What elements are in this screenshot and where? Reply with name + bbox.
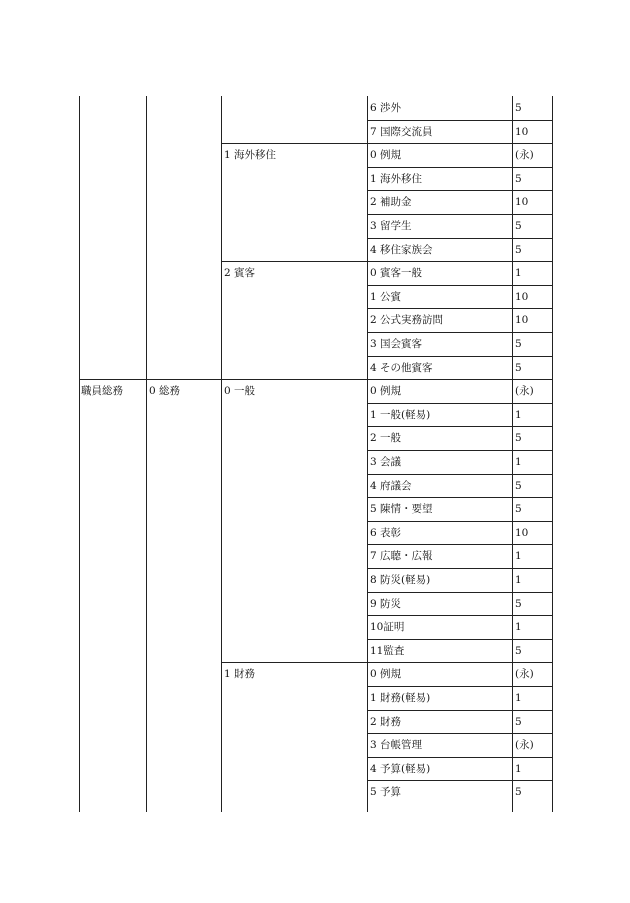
- table-row-rule: [367, 120, 552, 121]
- table-cell-col5: 10: [515, 526, 529, 539]
- table-row-rule: [221, 143, 552, 144]
- table-cell-col4: 8 防災(軽易): [370, 574, 431, 586]
- table-cell-col5: 1: [515, 692, 522, 704]
- table-row-rule: [367, 710, 552, 711]
- table-cell-col4: 3 会議: [370, 456, 402, 468]
- table-cell-col5: (永): [515, 385, 534, 398]
- table-cell-col4: 0 例規: [370, 668, 402, 681]
- table-row-rule: [79, 379, 552, 380]
- table-cell-col3: 0 一般: [224, 385, 256, 398]
- table-cell-col1: 職員総務: [81, 385, 123, 398]
- table-row-rule: [367, 190, 552, 191]
- table-row-rule: [367, 568, 552, 569]
- table-row-rule: [221, 662, 552, 663]
- table-cell-col5: 5: [515, 243, 522, 256]
- table-cell-col4: 2 一般: [370, 432, 402, 445]
- table-cell-col3: 1 海外移住: [224, 149, 277, 162]
- table-row-rule: [367, 592, 552, 593]
- table-row-rule: [367, 426, 552, 427]
- table-column-rule: [367, 96, 368, 812]
- table-cell-col5: 5: [515, 786, 522, 799]
- table-cell-col5: 5: [515, 432, 522, 445]
- table-cell-col4: 0 賓客一般: [370, 267, 423, 280]
- table-row-rule: [367, 733, 552, 734]
- table-row-rule: [367, 214, 552, 215]
- table-cell-col4: 9 防災: [370, 597, 402, 610]
- table-column-rule: [79, 96, 80, 812]
- table-cell-col4: 7 国際交流員: [370, 125, 433, 138]
- table-column-rule: [221, 96, 222, 812]
- table-cell-col5: 5: [515, 172, 522, 185]
- table-row-rule: [367, 757, 552, 758]
- table-cell-col3: 2 賓客: [224, 267, 256, 280]
- table-cell-col5: 10: [515, 314, 529, 327]
- table-cell-col5: 10: [515, 125, 529, 138]
- table-row-rule: [367, 474, 552, 475]
- table-cell-col5: 5: [515, 338, 522, 350]
- table-cell-col5: (永): [515, 668, 534, 681]
- table-cell-col4: 4 府議会: [370, 479, 412, 492]
- table-cell-col5: 1: [515, 456, 522, 468]
- table-cell-col5: 5: [515, 361, 522, 374]
- table-cell-col5: 1: [515, 574, 522, 586]
- table-row-rule: [367, 639, 552, 640]
- table-column-rule: [512, 96, 513, 812]
- table-cell-col5: 5: [515, 644, 522, 657]
- table-cell-col5: (永): [515, 149, 534, 162]
- table-cell-col4: 1 海外移住: [370, 172, 423, 185]
- table-cell-col5: 5: [515, 503, 522, 516]
- table-column-rule: [146, 96, 147, 812]
- table-row-rule: [367, 780, 552, 781]
- table-cell-col4: 2 公式実務訪問: [370, 314, 444, 327]
- table-row-rule: [367, 403, 552, 404]
- table-cell-col5: 5: [515, 479, 522, 492]
- table-cell-col5: 10: [515, 196, 529, 209]
- table-cell-col4: 3 台帳管理: [370, 739, 423, 752]
- table-cell-col4: 3 留学生: [370, 220, 412, 232]
- table-cell-col5: 10: [515, 290, 529, 303]
- table-cell-col5: 5: [515, 220, 522, 232]
- table-row-rule: [221, 261, 552, 262]
- table-cell-col5: (永): [515, 739, 534, 752]
- table-row-rule: [367, 356, 552, 357]
- table-cell-col4: 1 財務(軽易): [370, 692, 431, 704]
- table-cell-col5: 1: [515, 408, 522, 421]
- table-cell-col4: 3 国会賓客: [370, 338, 423, 350]
- table-cell-col4: 4 移住家族会: [370, 243, 433, 256]
- table-row-rule: [367, 308, 552, 309]
- table-row-rule: [367, 332, 552, 333]
- table-cell-col5: 5: [515, 715, 522, 728]
- table-row-rule: [367, 615, 552, 616]
- table-cell-col4: 2 財務: [370, 715, 402, 728]
- table-cell-col5: 1: [515, 621, 522, 634]
- table-cell-col3: 1 財務: [224, 668, 256, 681]
- table-cell-col4: 6 渉外: [370, 102, 402, 114]
- table-cell-col4: 6 表彰: [370, 526, 402, 539]
- table-cell-col4: 2 補助金: [370, 196, 412, 209]
- table-row-rule: [367, 450, 552, 451]
- table-row-rule: [367, 167, 552, 168]
- table-cell-col5: 1: [515, 267, 522, 280]
- table-cell-col4: 7 広聴・広報: [370, 550, 433, 563]
- table-row-rule: [367, 521, 552, 522]
- table-row-rule: [367, 238, 552, 239]
- table-cell-col5: 5: [515, 102, 522, 114]
- table-row-rule: [367, 686, 552, 687]
- table-cell-col2: 0 総務: [149, 385, 181, 398]
- table-cell-col4: 0 例規: [370, 149, 402, 162]
- table-cell-col4: 0 例規: [370, 385, 402, 398]
- table-cell-col5: 5: [515, 597, 522, 610]
- table-cell-col5: 1: [515, 762, 522, 775]
- table-cell-col4: 1 一般(軽易): [370, 408, 431, 421]
- table-row-rule: [367, 497, 552, 498]
- table-column-rule: [552, 96, 553, 812]
- table-cell-col4: 1 公賓: [370, 290, 402, 303]
- table-row-rule: [367, 285, 552, 286]
- table-cell-col4: 11監査: [370, 644, 405, 657]
- table-row-rule: [367, 544, 552, 545]
- table-cell-col4: 4 予算(軽易): [370, 762, 431, 775]
- table-cell-col5: 1: [515, 550, 522, 563]
- table-cell-col4: 5 陳情・要望: [370, 503, 433, 516]
- table-cell-col4: 5 予算: [370, 786, 402, 799]
- table-cell-col4: 4 その他賓客: [370, 361, 433, 374]
- table-cell-col4: 10証明: [370, 621, 405, 634]
